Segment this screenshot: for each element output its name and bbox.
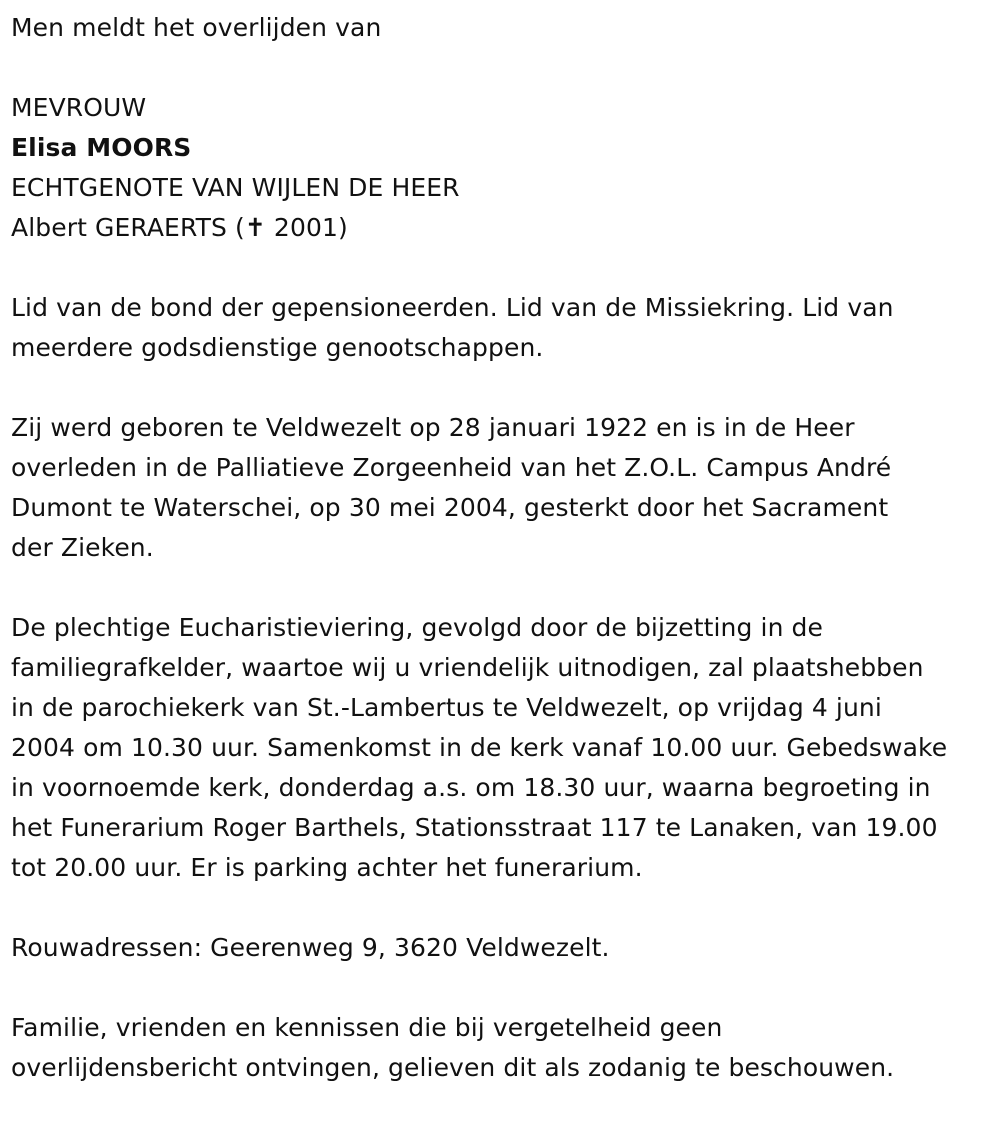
paragraph-line: De plechtige Eucharistieviering, gevolgd door de bijzetting in de (11, 613, 824, 642)
paragraph-line: Zij werd geboren te Veldwezelt op 28 januari 1922 en is in de Heer (11, 413, 855, 442)
paragraph-line: familiegrafkelder, waartoe wij u vriendelijk uitnodigen, zal plaatshebben (11, 653, 924, 682)
relation-line: ECHTGENOTE VAN WIJLEN DE HEER (11, 173, 460, 202)
membership-paragraph (11, 288, 1000, 368)
paragraph-line: meerdere godsdienstige genootschappen. (11, 333, 544, 362)
paragraph-line: Lid van de bond der gepensioneerden. Lid van de Missiekring. Lid van (11, 293, 894, 322)
paragraph-line: 2004 om 10.30 uur. Samenkomst in de kerk vanaf 10.00 uur. Gebedswake (11, 733, 948, 762)
honorific-title: MEVROUW (11, 93, 147, 122)
closing-paragraph (11, 1008, 1000, 1088)
spacer (11, 368, 1000, 408)
paragraph-line: Dumont te Waterschei, op 30 mei 2004, gesterkt door het Sacrament (11, 493, 889, 522)
spouse-line: Albert GERAERTS (✝ 2001) (11, 213, 348, 242)
deceased-name: Elisa MOORS (11, 133, 192, 162)
paragraph-line: overlijdensbericht ontvingen, gelieven dit als zodanig te beschouwen. (11, 1053, 895, 1082)
spacer (11, 968, 1000, 1008)
spacer (11, 568, 1000, 608)
birth-death-paragraph (11, 408, 1000, 568)
paragraph-line: der Zieken. (11, 533, 154, 562)
funeral-paragraph (11, 608, 1000, 888)
paragraph-line: het Funerarium Roger Barthels, Stationsstraat 117 te Lanaken, van 19.00 (11, 813, 938, 842)
address-line: Rouwadressen: Geerenweg 9, 3620 Veldwezelt. (11, 933, 610, 962)
paragraph-line: Familie, vrienden en kennissen die bij vergetelheid geen (11, 1013, 723, 1042)
paragraph-line: overleden in de Palliatieve Zorgeenheid van het Z.O.L. Campus André (11, 453, 892, 482)
paragraph-line: in voornoemde kerk, donderdag a.s. om 18.30 uur, waarna begroeting in (11, 773, 931, 802)
spacer (11, 48, 1000, 88)
intro-line: Men meldt het overlijden van (11, 13, 382, 42)
spacer (11, 888, 1000, 928)
paragraph-line: tot 20.00 uur. Er is parking achter het funerarium. (11, 853, 643, 882)
paragraph-line: in de parochiekerk van St.-Lambertus te Veldwezelt, op vrijdag 4 juni (11, 693, 882, 722)
spacer (11, 248, 1000, 288)
